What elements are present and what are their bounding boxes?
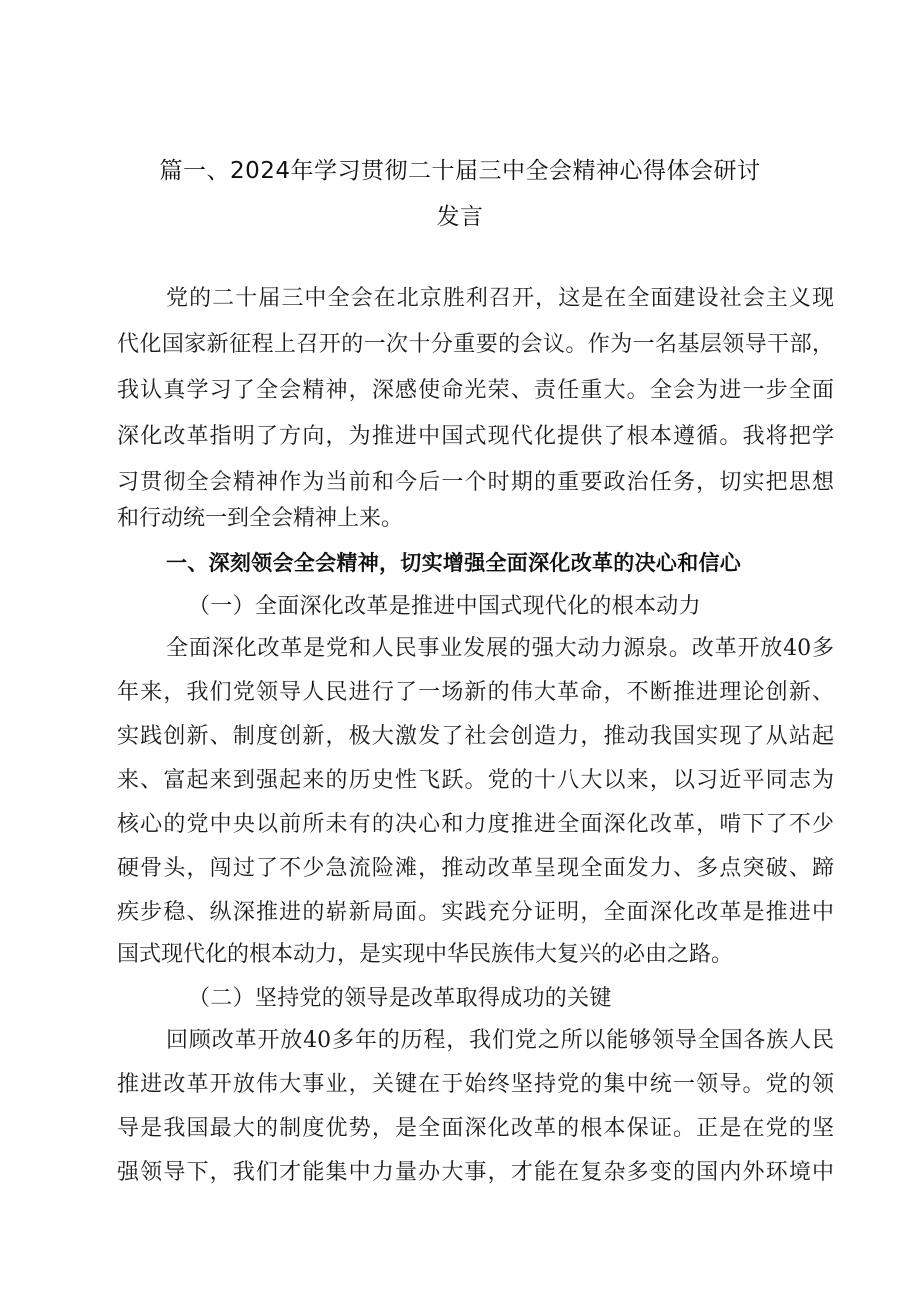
intro-line: 习贯彻全会精神作为当前和今后一个时期的重要政治任务，切实把思想: [117, 470, 834, 495]
document-title-line-1: 篇一、2024年学习贯彻二十届三中全会精神心得体会研讨: [159, 158, 761, 184]
paragraph-line: 硬骨头，闯过了不少急流险滩，推动改革呈现全面发力、多点突破、蹄: [117, 856, 834, 881]
paragraph-line: 疾步稳、纵深推进的崭新局面。实践充分证明，全面深化改革是推进中: [117, 900, 834, 925]
paragraph-line: 国式现代化的根本动力，是实现中华民族伟大复兴的必由之路。: [117, 942, 734, 967]
intro-line: 党的二十届三中全会在北京胜利召开，这是在全面建设社会主义现: [166, 286, 834, 311]
paragraph-line: 核心的党中央以前所未有的决心和力度推进全面深化改革，啃下了不少: [117, 812, 834, 837]
paragraph-line: 来、富起来到强起来的历史性飞跃。党的十八大以来，以习近平同志为: [117, 768, 834, 793]
paragraph-line: 推进改革开放伟大事业，关键在于始终坚持党的集中统一领导。党的领: [117, 1072, 834, 1097]
document-title-line-2: 发言: [436, 204, 484, 230]
intro-line: 和行动统一到全会精神上来。: [117, 506, 404, 531]
paragraph-line: 实践创新、制度创新，极大激发了社会创造力，推动我国实现了从站起: [117, 724, 834, 749]
subsection-heading: （二）坚持党的领导是改革取得成功的关键: [188, 986, 612, 1011]
paragraph-line: 年来，我们党领导人民进行了一场新的伟大革命，不断推进理论创新、: [117, 680, 834, 705]
subsection-heading: （一）全面深化改革是推进中国式现代化的根本动力: [188, 594, 701, 619]
intro-line: 代化国家新征程上召开的一次十分重要的会议。作为一名基层领导干部，: [117, 332, 834, 357]
paragraph-line: 全面深化改革是党和人民事业发展的强大动力源泉。改革开放40多: [166, 636, 834, 661]
section-heading: 一、深刻领会全会精神，切实增强全面深化改革的决心和信心: [166, 551, 742, 575]
intro-line: 我认真学习了全会精神，深感使命光荣、责任重大。全会为进一步全面: [117, 378, 834, 403]
paragraph-line: 导是我国最大的制度优势，是全面深化改革的根本保证。正是在党的坚: [117, 1116, 834, 1141]
intro-line: 深化改革指明了方向，为推进中国式现代化提供了根本遵循。我将把学: [117, 424, 834, 449]
paragraph-line: 强领导下，我们才能集中力量办大事，才能在复杂多变的国内外环境中: [117, 1160, 834, 1185]
paragraph-line: 回顾改革开放40多年的历程，我们党之所以能够领导全国各族人民: [166, 1028, 834, 1053]
